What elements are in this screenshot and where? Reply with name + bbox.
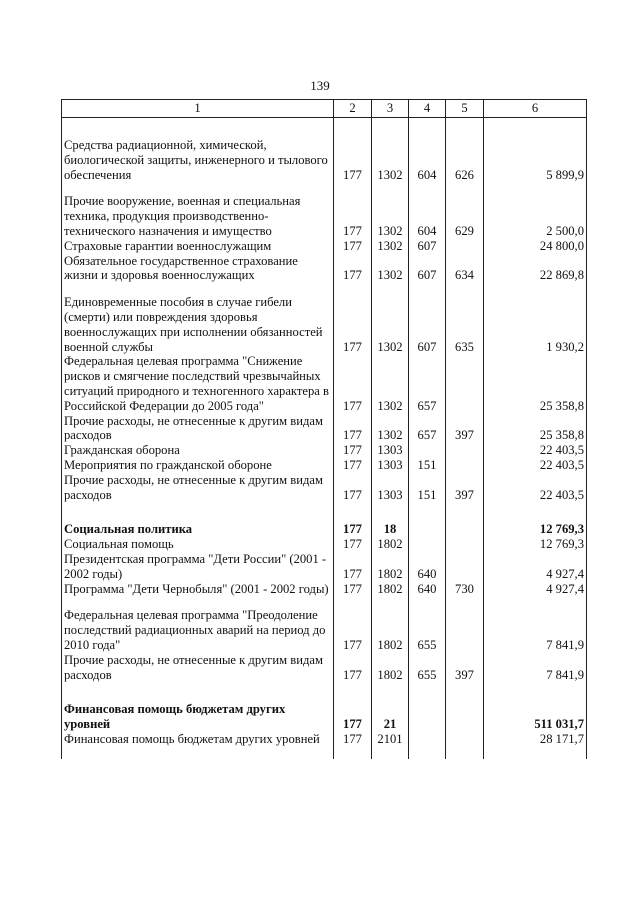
table-row — [62, 653, 587, 683]
row-col-5 — [446, 458, 484, 473]
row-name: Единовременные пособия в случае гибели (смерти) или повреждения здоровья военнослужащих при исполнении обязанностей военной службы — [62, 295, 334, 354]
table-row — [62, 254, 587, 284]
row-col-5 — [446, 537, 484, 552]
row-col-5 — [446, 608, 484, 652]
spacer-cell — [334, 182, 372, 194]
row-col-5 — [446, 732, 484, 747]
table-row — [62, 354, 587, 413]
row-col-5: 397 — [446, 653, 484, 683]
table-body — [62, 118, 587, 759]
row-name: Финансовая помощь бюджетам других уровней — [62, 702, 334, 732]
spacer-cell — [409, 682, 446, 702]
row-amount: 22 403,5 — [484, 458, 587, 473]
row-amount: 28 171,7 — [484, 732, 587, 747]
row-col-2: 177 — [334, 582, 372, 597]
row-col-5 — [446, 522, 484, 537]
row-amount: 12 769,3 — [484, 537, 587, 552]
row-col-5: 634 — [446, 254, 484, 284]
row-col-2: 177 — [334, 608, 372, 652]
row-col-3: 1302 — [372, 239, 409, 254]
spacer-cell — [62, 502, 334, 522]
table-row — [62, 443, 587, 458]
table-row — [62, 239, 587, 254]
row-name: Социальная помощь — [62, 537, 334, 552]
row-amount: 1 930,2 — [484, 295, 587, 354]
row-col-3: 18 — [372, 522, 409, 537]
row-col-2: 177 — [334, 458, 372, 473]
spacer-cell — [409, 182, 446, 194]
spacer-cell — [334, 118, 372, 139]
row-spacer — [62, 682, 587, 702]
spacer-cell — [484, 283, 587, 295]
row-col-4 — [409, 537, 446, 552]
row-col-3: 2101 — [372, 732, 409, 747]
row-col-3: 21 — [372, 702, 409, 732]
row-col-4 — [409, 443, 446, 458]
spacer-cell — [372, 747, 409, 759]
row-col-4: 607 — [409, 295, 446, 354]
row-amount: 12 769,3 — [484, 522, 587, 537]
row-col-2: 177 — [334, 732, 372, 747]
row-col-4 — [409, 702, 446, 732]
row-amount: 22 403,5 — [484, 443, 587, 458]
row-name: Средства радиационной, химической, биологической защиты, инженерного и тылового обеспечения — [62, 138, 334, 182]
row-amount: 25 358,8 — [484, 354, 587, 413]
table-row — [62, 537, 587, 552]
spacer-cell — [62, 182, 334, 194]
table-row — [62, 414, 587, 444]
row-col-2: 177 — [334, 443, 372, 458]
row-col-3: 1802 — [372, 537, 409, 552]
row-col-3: 1802 — [372, 608, 409, 652]
spacer-cell — [372, 596, 409, 608]
row-amount: 22 869,8 — [484, 254, 587, 284]
row-col-4: 640 — [409, 582, 446, 597]
spacer-cell — [334, 283, 372, 295]
spacer-cell — [446, 283, 484, 295]
row-name: Федеральная целевая программа "Снижение рисков и смягчение последствий чрезвычайных ситуаций природного и техногенного характера в Российской Федерации до 2005 года" — [62, 354, 334, 413]
row-col-3: 1303 — [372, 443, 409, 458]
header-col-1: 1 — [62, 100, 334, 118]
row-amount: 4 927,4 — [484, 582, 587, 597]
table-row — [62, 138, 587, 182]
row-col-4: 607 — [409, 254, 446, 284]
spacer-cell — [484, 747, 587, 759]
table-row — [62, 473, 587, 503]
spacer-cell — [372, 682, 409, 702]
table-row — [62, 582, 587, 597]
row-name: Гражданская оборона — [62, 443, 334, 458]
row-col-3: 1302 — [372, 414, 409, 444]
row-spacer — [62, 118, 587, 139]
spacer-cell — [62, 747, 334, 759]
row-spacer — [62, 747, 587, 759]
row-col-5: 730 — [446, 582, 484, 597]
spacer-cell — [409, 747, 446, 759]
spacer-cell — [372, 502, 409, 522]
row-col-2: 177 — [334, 295, 372, 354]
row-col-4: 657 — [409, 414, 446, 444]
row-col-4: 657 — [409, 354, 446, 413]
row-col-5 — [446, 552, 484, 582]
row-spacer — [62, 502, 587, 522]
table-row — [62, 295, 587, 354]
row-name: Мероприятия по гражданской обороне — [62, 458, 334, 473]
row-spacer — [62, 283, 587, 295]
row-name: Прочие расходы, не отнесенные к другим видам расходов — [62, 653, 334, 683]
row-amount: 4 927,4 — [484, 552, 587, 582]
row-col-2: 177 — [334, 138, 372, 182]
row-col-4: 604 — [409, 138, 446, 182]
row-spacer — [62, 182, 587, 194]
spacer-cell — [446, 502, 484, 522]
budget-table — [61, 99, 587, 759]
row-amount: 5 899,9 — [484, 138, 587, 182]
spacer-cell — [484, 596, 587, 608]
row-col-4: 604 — [409, 194, 446, 238]
spacer-cell — [484, 682, 587, 702]
row-name: Программа "Дети Чернобыля" (2001 - 2002 годы) — [62, 582, 334, 597]
spacer-cell — [409, 118, 446, 139]
header-col-3: 3 — [372, 100, 409, 118]
row-col-2: 177 — [334, 653, 372, 683]
row-col-2: 177 — [334, 414, 372, 444]
spacer-cell — [446, 682, 484, 702]
row-col-2: 177 — [334, 702, 372, 732]
spacer-cell — [446, 747, 484, 759]
row-amount: 511 031,7 — [484, 702, 587, 732]
row-spacer — [62, 596, 587, 608]
table-row — [62, 702, 587, 732]
spacer-cell — [484, 118, 587, 139]
spacer-cell — [409, 502, 446, 522]
row-amount: 24 800,0 — [484, 239, 587, 254]
row-col-3: 1303 — [372, 458, 409, 473]
row-amount: 2 500,0 — [484, 194, 587, 238]
row-col-3: 1303 — [372, 473, 409, 503]
row-col-2: 177 — [334, 239, 372, 254]
row-col-5: 626 — [446, 138, 484, 182]
row-name: Прочие расходы, не отнесенные к другим видам расходов — [62, 473, 334, 503]
row-col-2: 177 — [334, 354, 372, 413]
row-col-2: 177 — [334, 194, 372, 238]
spacer-cell — [334, 502, 372, 522]
row-col-2: 177 — [334, 254, 372, 284]
spacer-cell — [409, 283, 446, 295]
row-col-4: 655 — [409, 653, 446, 683]
spacer-cell — [484, 182, 587, 194]
header-col-4: 4 — [409, 100, 446, 118]
row-col-3: 1302 — [372, 254, 409, 284]
row-col-5: 397 — [446, 414, 484, 444]
spacer-cell — [372, 283, 409, 295]
row-col-2: 177 — [334, 537, 372, 552]
row-col-3: 1302 — [372, 354, 409, 413]
row-col-4: 151 — [409, 458, 446, 473]
row-name: Финансовая помощь бюджетам других уровней — [62, 732, 334, 747]
row-col-4 — [409, 522, 446, 537]
table-row — [62, 732, 587, 747]
spacer-cell — [372, 118, 409, 139]
row-col-3: 1302 — [372, 138, 409, 182]
row-col-3: 1802 — [372, 552, 409, 582]
row-name: Федеральная целевая программа "Преодоление последствий радиационных аварий на период до 2010 года" — [62, 608, 334, 652]
row-name: Прочие вооружение, военная и специальная техника, продукция производственно-технического назначения и имущество — [62, 194, 334, 238]
header-col-6: 6 — [484, 100, 587, 118]
spacer-cell — [446, 118, 484, 139]
row-amount: 7 841,9 — [484, 608, 587, 652]
row-col-5: 635 — [446, 295, 484, 354]
row-amount: 25 358,8 — [484, 414, 587, 444]
row-col-2: 177 — [334, 552, 372, 582]
row-col-4: 655 — [409, 608, 446, 652]
row-col-5 — [446, 702, 484, 732]
row-col-2: 177 — [334, 522, 372, 537]
spacer-cell — [62, 118, 334, 139]
spacer-cell — [446, 596, 484, 608]
row-col-4: 151 — [409, 473, 446, 503]
spacer-cell — [62, 596, 334, 608]
spacer-cell — [62, 682, 334, 702]
table-row — [62, 194, 587, 238]
row-name: Страховые гарантии военнослужащим — [62, 239, 334, 254]
row-amount: 22 403,5 — [484, 473, 587, 503]
spacer-cell — [446, 182, 484, 194]
table-header — [62, 100, 587, 118]
header-col-5: 5 — [446, 100, 484, 118]
row-col-3: 1802 — [372, 582, 409, 597]
row-col-5: 397 — [446, 473, 484, 503]
row-col-3: 1302 — [372, 194, 409, 238]
row-name: Социальная политика — [62, 522, 334, 537]
row-name: Прочие расходы, не отнесенные к другим видам расходов — [62, 414, 334, 444]
spacer-cell — [409, 596, 446, 608]
row-col-5 — [446, 443, 484, 458]
spacer-cell — [334, 596, 372, 608]
row-col-4: 607 — [409, 239, 446, 254]
table-row — [62, 552, 587, 582]
spacer-cell — [334, 682, 372, 702]
row-name: Президентская программа "Дети России" (2001 - 2002 годы) — [62, 552, 334, 582]
spacer-cell — [62, 283, 334, 295]
table-row — [62, 458, 587, 473]
table-row — [62, 608, 587, 652]
spacer-cell — [334, 747, 372, 759]
page-number: 139 — [310, 78, 330, 93]
row-col-5 — [446, 354, 484, 413]
row-col-3: 1302 — [372, 295, 409, 354]
header-col-2: 2 — [334, 100, 372, 118]
spacer-cell — [372, 182, 409, 194]
row-col-5: 629 — [446, 194, 484, 238]
row-name: Обязательное государственное страхование жизни и здоровья военнослужащих — [62, 254, 334, 284]
row-col-5 — [446, 239, 484, 254]
row-col-4 — [409, 732, 446, 747]
row-col-3: 1802 — [372, 653, 409, 683]
row-col-4: 640 — [409, 552, 446, 582]
table-row — [62, 522, 587, 537]
row-amount: 7 841,9 — [484, 653, 587, 683]
spacer-cell — [484, 502, 587, 522]
row-col-2: 177 — [334, 473, 372, 503]
